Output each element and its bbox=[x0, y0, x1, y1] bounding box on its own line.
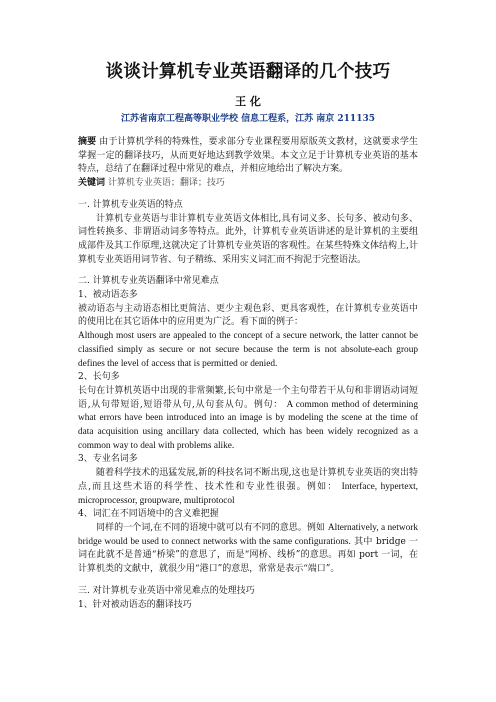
article-body bbox=[78, 136, 418, 612]
subsection-heading-3-1: 1、针对被动语态的翻译技巧 bbox=[78, 599, 192, 610]
page-title: 谈谈计算机专业英语翻译的几个技巧 bbox=[105, 62, 391, 82]
section-heading-1: 一. 计算机专业英语的特点 bbox=[78, 199, 183, 210]
subsection-2-2-paragraph bbox=[78, 385, 418, 454]
keywords bbox=[78, 177, 418, 191]
subsection-2-4-b: 其中 bridge 一词在此就不是普通“桥梁”的意思了，而是“网桥、线桥”的意思。再如 port 一词，在计算机类的文献中，就很少用“港口”的意思，常常是表示“端口”。 bbox=[78, 536, 418, 575]
subsection-heading-2-3: 3、专业名词多 bbox=[78, 454, 138, 465]
subsection-2-3-paragraph bbox=[78, 467, 418, 508]
keywords-text: 计算机专业英语；翻译；技巧 bbox=[107, 178, 225, 189]
author-name: 王 化 bbox=[235, 95, 261, 108]
abstract bbox=[78, 136, 418, 177]
author-affiliation: 江苏省南京工程高等职业学校 信息工程系，江苏 南京 211135 bbox=[121, 114, 375, 124]
abstract-label: 摘要 bbox=[78, 137, 97, 147]
section-heading-2: 二. 计算机专业英语翻译中常见难点 bbox=[78, 276, 219, 287]
subsection-2-4-paragraph bbox=[78, 522, 418, 577]
subsection-2-4-a: 同样的一个词,在不同的语境中就可以有不同的意思。例如 bbox=[96, 522, 328, 533]
subsection-2-2-cn: 长句在计算机英语中出现的非常频繁,长句中常是一个主句带若干从句和非谓语动词短语,从句带短语,短语带从句,从句套从句。例句： bbox=[78, 385, 418, 410]
subsection-2-1-example: Although most users are appealed to the concept of a secure network, the latter cannot be classified simply as secure or not secure because the term is not absolute-each group defines the level of access that is permitted or denied. bbox=[78, 331, 418, 369]
keywords-label: 关键词 bbox=[78, 178, 106, 189]
subsection-heading-2-2: 2、长句多 bbox=[78, 372, 120, 383]
section-1-paragraph: 计算机专业英语与非计算机专业英语文体相比,具有词义多、长句多、被动句多、词性转换多、非谓语动词多等特点。此外，计算机专业英语讲述的是计算机的主要组成部件及其工作原理,这就决定了计算机专业英语的客观性。在某些特殊文体结构上,计算机专业英语用词节省、句子精练、采用实义词汇而不拘泥于完整语法。 bbox=[78, 213, 418, 265]
subsection-2-1-paragraph: 被动语态与主动语态相比更简洁、更少主观色彩、更具客观性，在计算机专业英语中的使用比在其它语体中的应用更为广泛。看下面的例子： bbox=[78, 303, 418, 328]
abstract-text: 由于计算机学科的特殊性，要求部分专业课程要用原版英文教材，这就要求学生掌握一定的翻译技巧，从而更好地达到教学效果。本文立足于计算机专业英语的基本特点，总结了在翻译过程中常见的难点，并相应地给出了解决方案。 bbox=[78, 137, 418, 175]
subsection-2-2-en: A common method of determining what errors have been introduced into an image is by modeling the scene at the time of data acquisition using ancillary data collected, which has been widely recognized as a common way to deal with problems alike. bbox=[78, 399, 418, 451]
section-heading-3: 三. 对计算机专业英语中常见难点的处理技巧 bbox=[78, 585, 255, 596]
subsection-2-4-en: Alternatively, a network bridge would be used to connect networks with the same configurations. bbox=[78, 522, 418, 547]
subsection-heading-2-1: 1、被动语态多 bbox=[78, 290, 138, 301]
subsection-2-3-cn: 随着科学技术的迅猛发展,新的科技名词不断出现,这也是计算机专业英语的突出特点,而且这些术语的科学性、技术性和专业性很强。例如： bbox=[78, 468, 418, 492]
subsection-2-3-en: Interface, hypertext, microprocessor, groupware, multiprotocol bbox=[78, 481, 418, 506]
subsection-heading-2-4: 4、词汇在不同语境中的含义难把握 bbox=[78, 509, 219, 520]
